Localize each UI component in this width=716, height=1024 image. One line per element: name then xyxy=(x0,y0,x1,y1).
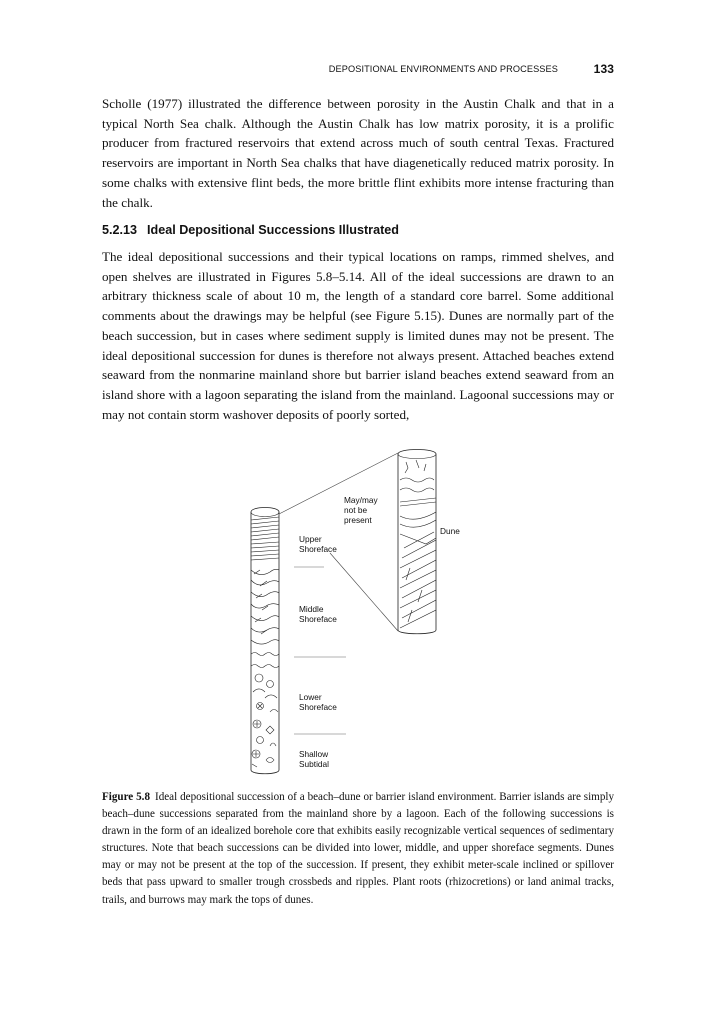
label-middle-shoreface: Middle Shoreface xyxy=(299,604,337,624)
label-shallow-subtidal: Shallow Subtidal xyxy=(299,749,329,769)
label-lower-shoreface: Lower Shoreface xyxy=(299,692,337,712)
main-core xyxy=(251,508,279,774)
connector-lines xyxy=(279,453,398,631)
label-may-not-be-present: May/may not be present xyxy=(344,495,378,525)
label-upper-shoreface: Upper Shoreface xyxy=(299,534,337,554)
caption-label: Figure 5.8 xyxy=(102,791,151,803)
body-paragraph-2: The ideal depositional successions and their typical locations on ramps, rimmed shelves, and open shelves are illustrated in Figures 5.8–5.14. All of the ideal successions are drawn to an arbitrary thickness scale of about 10 m, the length of a standard core barrel. Some additional comments about the drawings may be helpful (see Figure 5.15). Dunes are normally part of the beach succession, but in cases where sediment supply is limited dunes may not be present. The ideal depositional succession for dunes is therefore not always present. Attached beaches extend seaward from the nonmarine mainland shore but barrier island beaches extend seaward from an island shore with a lagoon separating the island from the mainland. Lagoonal successions may or may not contain storm washover deposits of poorly sorted, xyxy=(102,249,614,422)
figure-caption xyxy=(102,789,614,909)
core-diagram xyxy=(230,440,480,780)
label-dune: Dune xyxy=(440,526,460,536)
running-head xyxy=(102,62,614,78)
running-head-title: DEPOSITIONAL ENVIRONMENTS AND PROCESSES xyxy=(328,64,558,74)
dune-core xyxy=(398,450,436,634)
section-title: Ideal Depositional Successions Illustrated xyxy=(147,223,399,237)
section-number: 5.2.13 xyxy=(102,223,138,237)
body-paragraph-1: Scholle (1977) illustrated the difference between porosity in the Austin Chalk and that in a typical North Sea chalk. Although the Austin Chalk has low matrix porosity, it is a prolific producer from fractured reservoirs that extend across much of south central Texas. Fractured reservoirs are important in North Sea chalks that have diagenetically reduced matrix porosity. In some chalks with extensive flint beds, the more brittle flint exhibits more intense fracturing than the chalk. xyxy=(102,96,614,210)
figure-5-8 xyxy=(230,440,480,780)
page-number: 133 xyxy=(593,62,614,76)
section-heading xyxy=(102,223,614,237)
caption-text: Ideal depositional succession of a beach–dune or barrier island environment. Barrier islands are simply beach–dune successions separated from the mainland shore by a lagoon. Each of the following successions is drawn in the form of an idealized borehole core that exhibits easily recognizable vertical sequences of sedimentary structures. Note that beach successions can be divided into lower, middle, and upper shoreface segments. Dunes may or may not be present at the top of the succession. If present, they exhibit meter-scale inclined or spillover beds that pass upward to smaller trough crossbeds and ripples. Plant roots (rhizocretions) or land animal tracks, trails, and burrows may mark the tops of dunes. xyxy=(102,791,614,906)
